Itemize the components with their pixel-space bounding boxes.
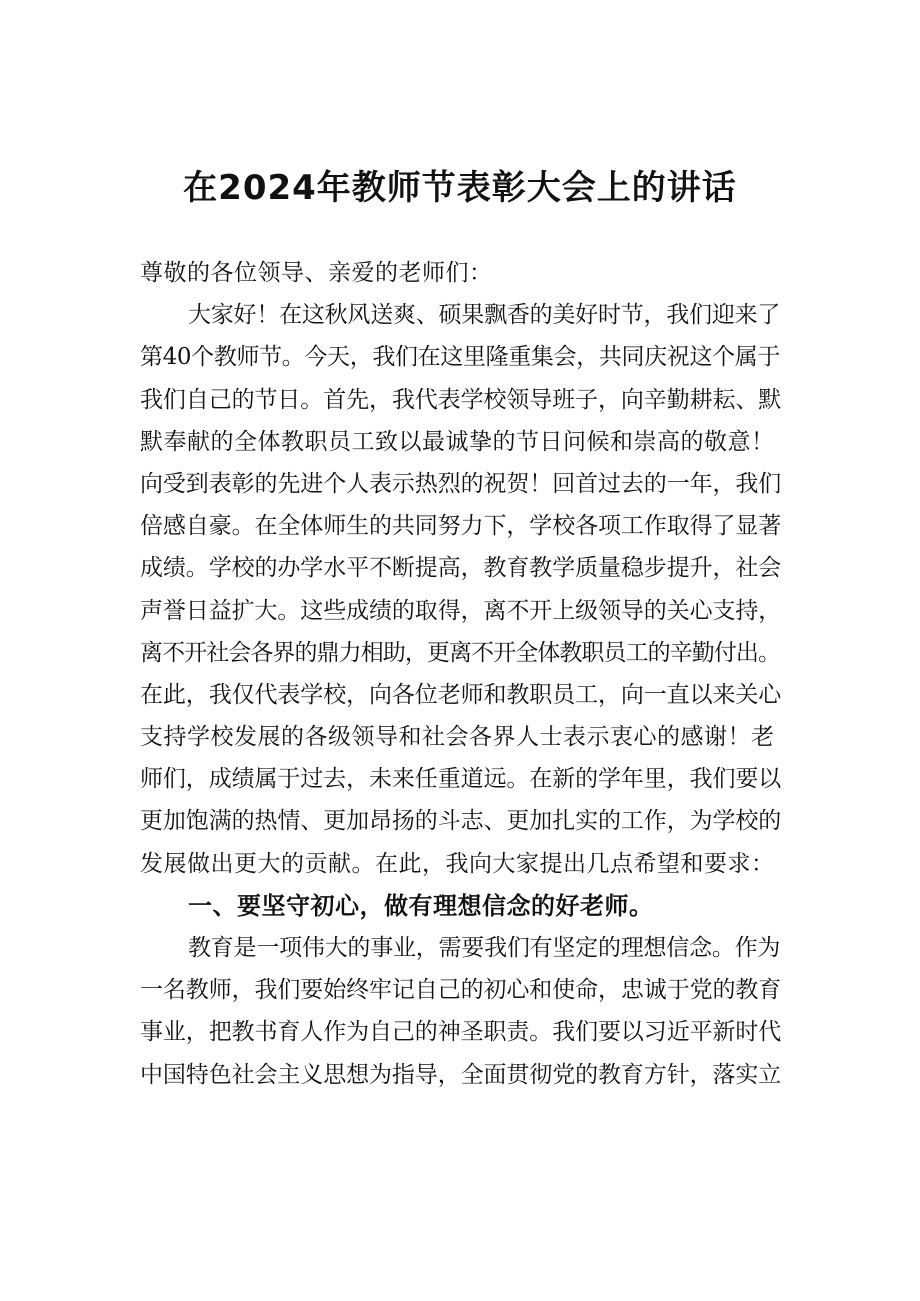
- paragraph-line: 离不开社会各界的鼎力相助，更离不开全体教职员工的辛勤付出。: [140, 639, 780, 666]
- paragraph-line: 倍感自豪。在全体师生的共同努力下，学校各项工作取得了显著: [140, 513, 782, 540]
- paragraph-line: 事业，把教书育人作为自己的神圣职责。我们要以习近平新时代: [140, 1019, 782, 1046]
- document-body: [140, 252, 780, 1096]
- paragraph-line: 教育是一项伟大的事业，需要我们有坚定的理想信念。作为: [188, 935, 780, 961]
- paragraph-line: 大家好！在这秋风送爽、硕果飘香的美好时节，我们迎来了: [188, 302, 780, 329]
- paragraph-line: 第40个教师节。今天，我们在这里隆重集会，共同庆祝这个属于: [140, 344, 780, 371]
- paragraph-line: 发展做出更大的贡献。在此，我向大家提出几点希望和要求：: [140, 850, 775, 877]
- paragraph-line: 师们，成绩属于过去，未来任重道远。在新的学年里，我们要以: [140, 766, 782, 793]
- section-heading: 一、要坚守初心，做有理想信念的好老师。: [188, 891, 654, 920]
- document-title: 在2024年教师节表彰大会上的讲话: [183, 168, 737, 208]
- salutation: 尊敬的各位领导、亲爱的老师们：: [140, 260, 493, 286]
- paragraph-line: 中国特色社会主义思想为指导，全面贯彻党的教育方针，落实立: [140, 1061, 782, 1088]
- paragraph-line: 声誉日益扩大。这些成绩的取得，离不开上级领导的关心支持，: [140, 597, 782, 624]
- paragraph-line: 成绩。学校的办学水平不断提高，教育教学质量稳步提升，社会: [140, 555, 782, 582]
- paragraph-line: 一名教师，我们要始终牢记自己的初心和使命，忠诚于党的教育: [140, 977, 782, 1004]
- paragraph-line: 我们自己的节日。首先，我代表学校领导班子，向辛勤耕耘、默: [140, 386, 782, 413]
- paragraph-line: 在此，我仅代表学校，向各位老师和教职员工，向一直以来关心: [140, 681, 782, 708]
- paragraph-line: 向受到表彰的先进个人表示热烈的祝贺！回首过去的一年，我们: [140, 470, 782, 497]
- paragraph-line: 支持学校发展的各级领导和社会各界人士表示衷心的感谢！老: [140, 724, 775, 751]
- paragraph-line: 更加饱满的热情、更加昂扬的斗志、更加扎实的工作，为学校的: [140, 808, 782, 835]
- paragraph-line: 默奉献的全体教职员工致以最诚挚的节日问候和崇高的敬意！: [140, 428, 775, 455]
